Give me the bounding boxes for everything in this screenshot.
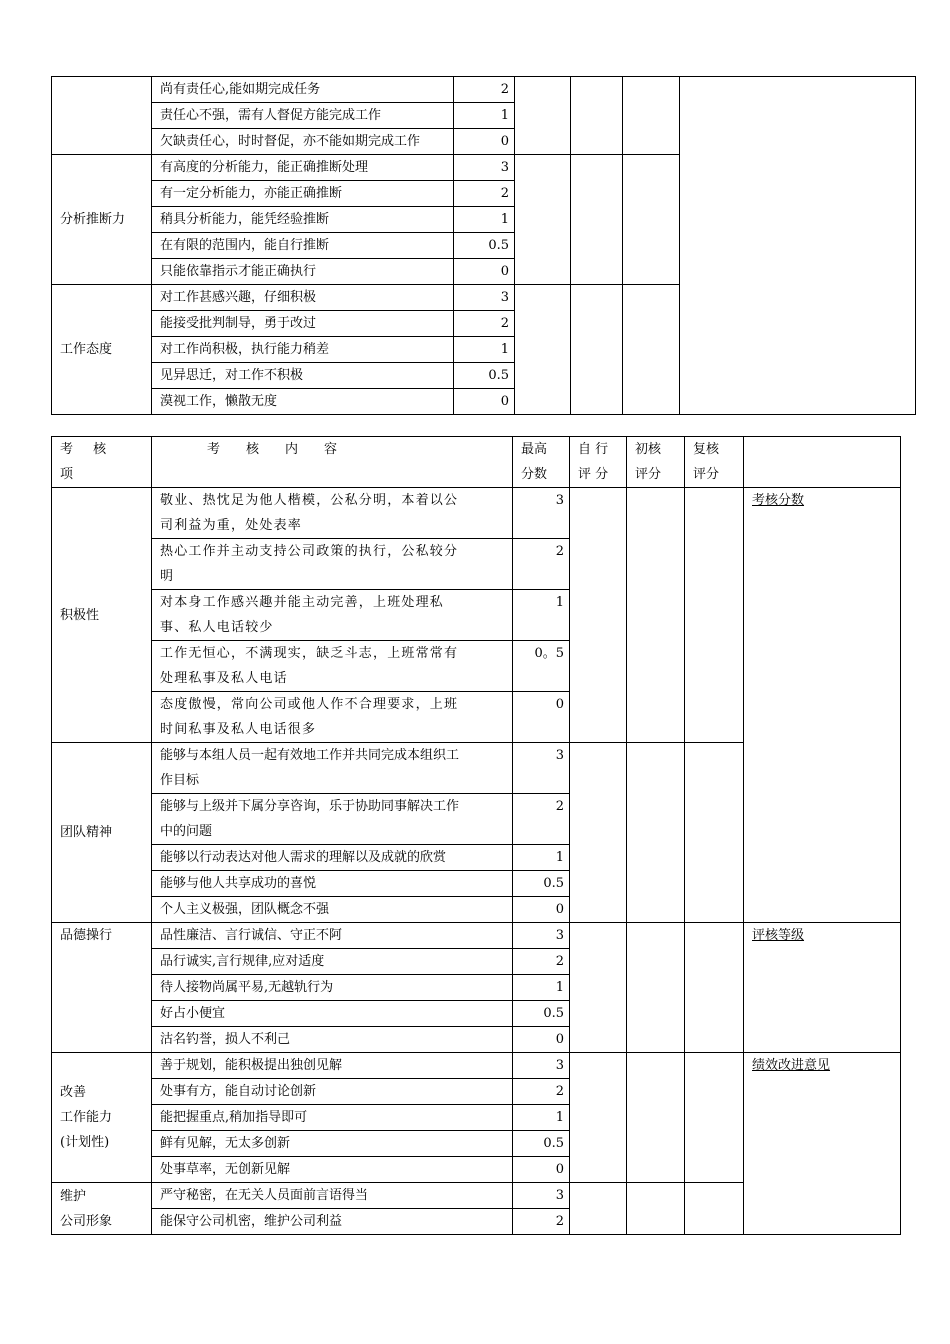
content-cell: 敬业、热忱足为他人楷模，公私分明，本着以公 司利益为重，处处表率 xyxy=(152,488,513,539)
score-cell: 0.5 xyxy=(454,363,515,389)
score-cell: 1 xyxy=(513,975,570,1001)
self-score-input[interactable] xyxy=(570,923,627,1053)
first-score-input[interactable] xyxy=(627,488,685,743)
score-cell: 3 xyxy=(454,155,515,181)
review-score-input[interactable] xyxy=(623,285,680,415)
content-cell: 有一定分析能力，亦能正确推断 xyxy=(152,181,454,207)
header-item: 考 核 项 xyxy=(52,437,152,488)
score-cell: 1 xyxy=(454,103,515,129)
improvement-advice-cell[interactable] xyxy=(744,1053,901,1235)
header-review-score: 复核 评分 xyxy=(685,437,744,488)
first-score-input[interactable] xyxy=(627,923,685,1053)
review-score-input[interactable] xyxy=(685,923,744,1053)
self-score-input[interactable] xyxy=(570,743,627,923)
review-score-input[interactable] xyxy=(685,488,744,743)
item-name-cell: 团队精神 xyxy=(52,743,152,923)
self-score-input[interactable] xyxy=(570,1053,627,1183)
item-name-cell: 工作态度 xyxy=(52,285,152,415)
score-cell: 3 xyxy=(513,488,570,539)
score-cell: 0 xyxy=(513,692,570,743)
score-cell: 2 xyxy=(513,949,570,975)
first-score-input[interactable] xyxy=(627,1053,685,1183)
score-cell: 0 xyxy=(454,129,515,155)
score-cell: 3 xyxy=(513,1183,570,1209)
content-cell: 对工作甚感兴趣，仔细积极 xyxy=(152,285,454,311)
score-cell: 3 xyxy=(513,743,570,794)
score-cell: 2 xyxy=(454,77,515,103)
content-cell: 责任心不强，需有人督促方能完成工作 xyxy=(152,103,454,129)
content-cell: 能接受批判制导，勇于改过 xyxy=(152,311,454,337)
score-cell: 0 xyxy=(454,259,515,285)
content-cell: 处事有方，能自动讨论创新 xyxy=(152,1079,513,1105)
score-cell: 2 xyxy=(513,539,570,590)
score-cell: 0 xyxy=(454,389,515,415)
score-cell: 0.5 xyxy=(513,1001,570,1027)
content-cell: 稍具分析能力，能凭经验推断 xyxy=(152,207,454,233)
content-cell: 品行诚实,言行规律,应对适度 xyxy=(152,949,513,975)
review-score-input[interactable] xyxy=(685,1053,744,1183)
content-cell: 沽名钓誉，损人不利己 xyxy=(152,1027,513,1053)
content-cell: 对工作尚积极，执行能力稍差 xyxy=(152,337,454,363)
content-cell: 严守秘密，在无关人员面前言语得当 xyxy=(152,1183,513,1209)
content-cell: 能够与本组人员一起有效地工作并共同完成本组织工 作目标 xyxy=(152,743,513,794)
review-score-input[interactable] xyxy=(685,1183,744,1235)
score-cell: 0。5 xyxy=(513,641,570,692)
review-score-input[interactable] xyxy=(623,155,680,285)
content-cell: 对本身工作感兴趣并能主动完善，上班处理私 事、私人电话较少 xyxy=(152,590,513,641)
score-cell: 0.5 xyxy=(454,233,515,259)
remarks-cell[interactable] xyxy=(680,77,916,415)
self-score-input[interactable] xyxy=(515,155,571,285)
self-score-input[interactable] xyxy=(515,285,571,415)
content-cell: 鲜有见解，无太多创新 xyxy=(152,1131,513,1157)
content-cell: 热心工作并主动支持公司政策的执行，公私较分 明 xyxy=(152,539,513,590)
content-cell: 在有限的范围内，能自行推断 xyxy=(152,233,454,259)
table-row xyxy=(52,77,916,103)
content-cell: 待人接物尚属平易,无越轨行为 xyxy=(152,975,513,1001)
first-score-input[interactable] xyxy=(627,1183,685,1235)
table-row xyxy=(52,1053,901,1079)
assessment-score-label: 考核分数 xyxy=(752,493,805,508)
self-score-input[interactable] xyxy=(570,488,627,743)
grade-label: 评核等级 xyxy=(752,928,805,943)
content-cell: 能把握重点,稍加指导即可 xyxy=(152,1105,513,1131)
content-cell: 态度傲慢，常向公司或他人作不合理要求，上班 时间私事及私人电话很多 xyxy=(152,692,513,743)
score-cell: 0 xyxy=(513,897,570,923)
score-cell: 2 xyxy=(513,1209,570,1235)
self-score-input[interactable] xyxy=(515,77,571,155)
header-max-score: 最高 分数 xyxy=(513,437,570,488)
content-cell: 善于规划，能积极提出独创见解 xyxy=(152,1053,513,1079)
score-cell: 3 xyxy=(513,923,570,949)
score-cell: 1 xyxy=(513,1105,570,1131)
self-score-input[interactable] xyxy=(570,1183,627,1235)
score-cell: 2 xyxy=(513,794,570,845)
score-cell: 1 xyxy=(513,590,570,641)
table-header-row xyxy=(52,437,901,488)
table-row xyxy=(52,923,901,949)
score-cell: 0 xyxy=(513,1157,570,1183)
review-score-input[interactable] xyxy=(623,77,680,155)
score-cell: 2 xyxy=(454,311,515,337)
score-cell: 1 xyxy=(513,845,570,871)
content-cell: 能保守公司机密，维护公司利益 xyxy=(152,1209,513,1235)
header-blank xyxy=(744,437,901,488)
score-cell: 0.5 xyxy=(513,1131,570,1157)
content-cell: 漠视工作，懒散无度 xyxy=(152,389,454,415)
score-cell: 1 xyxy=(454,207,515,233)
item-name-cell: 改善 工作能力 (计划性) xyxy=(52,1053,152,1183)
first-score-input[interactable] xyxy=(571,77,623,155)
first-score-input[interactable] xyxy=(571,285,623,415)
first-score-input[interactable] xyxy=(627,743,685,923)
content-cell: 尚有责任心,能如期完成任务 xyxy=(152,77,454,103)
item-name-cell: 积极性 xyxy=(52,488,152,743)
evaluation-table-continued xyxy=(51,76,916,415)
content-cell: 欠缺责任心，时时督促，亦不能如期完成工作 xyxy=(152,129,454,155)
content-cell: 个人主义极强，团队概念不强 xyxy=(152,897,513,923)
header-first-score: 初核 评分 xyxy=(627,437,685,488)
table-row xyxy=(52,488,901,539)
item-name-cell: 分析推断力 xyxy=(52,155,152,285)
first-score-input[interactable] xyxy=(571,155,623,285)
score-cell: 1 xyxy=(454,337,515,363)
content-cell: 见异思迁，对工作不积极 xyxy=(152,363,454,389)
assessment-score-cell[interactable] xyxy=(744,488,901,923)
item-name-cell xyxy=(52,77,152,155)
content-cell: 能够以行动表达对他人需求的理解以及成就的欣赏 xyxy=(152,845,513,871)
item-name-cell: 品德操行 xyxy=(52,923,152,1053)
score-cell: 2 xyxy=(454,181,515,207)
improvement-advice-label: 绩效改进意见 xyxy=(752,1058,831,1073)
review-score-input[interactable] xyxy=(685,743,744,923)
header-content: 考 核 内 容 xyxy=(152,437,513,488)
score-cell: 3 xyxy=(454,285,515,311)
item-name-cell: 维护 公司形象 xyxy=(52,1183,152,1235)
grade-cell[interactable] xyxy=(744,923,901,1053)
content-cell: 品性廉洁、言行诚信、守正不阿 xyxy=(152,923,513,949)
score-cell: 0.5 xyxy=(513,871,570,897)
content-cell: 好占小便宜 xyxy=(152,1001,513,1027)
score-cell: 0 xyxy=(513,1027,570,1053)
evaluation-table xyxy=(51,436,901,1235)
score-cell: 2 xyxy=(513,1079,570,1105)
content-cell: 有高度的分析能力，能正确推断处理 xyxy=(152,155,454,181)
content-cell: 处事草率，无创新见解 xyxy=(152,1157,513,1183)
header-self-score: 自 行 评 分 xyxy=(570,437,627,488)
content-cell: 只能依靠指示才能正确执行 xyxy=(152,259,454,285)
content-cell: 能够与他人共享成功的喜悦 xyxy=(152,871,513,897)
content-cell: 工作无恒心，不满现实，缺乏斗志，上班常常有 处理私事及私人电话 xyxy=(152,641,513,692)
score-cell: 3 xyxy=(513,1053,570,1079)
content-cell: 能够与上级并下属分享咨询，乐于协助同事解决工作 中的问题 xyxy=(152,794,513,845)
